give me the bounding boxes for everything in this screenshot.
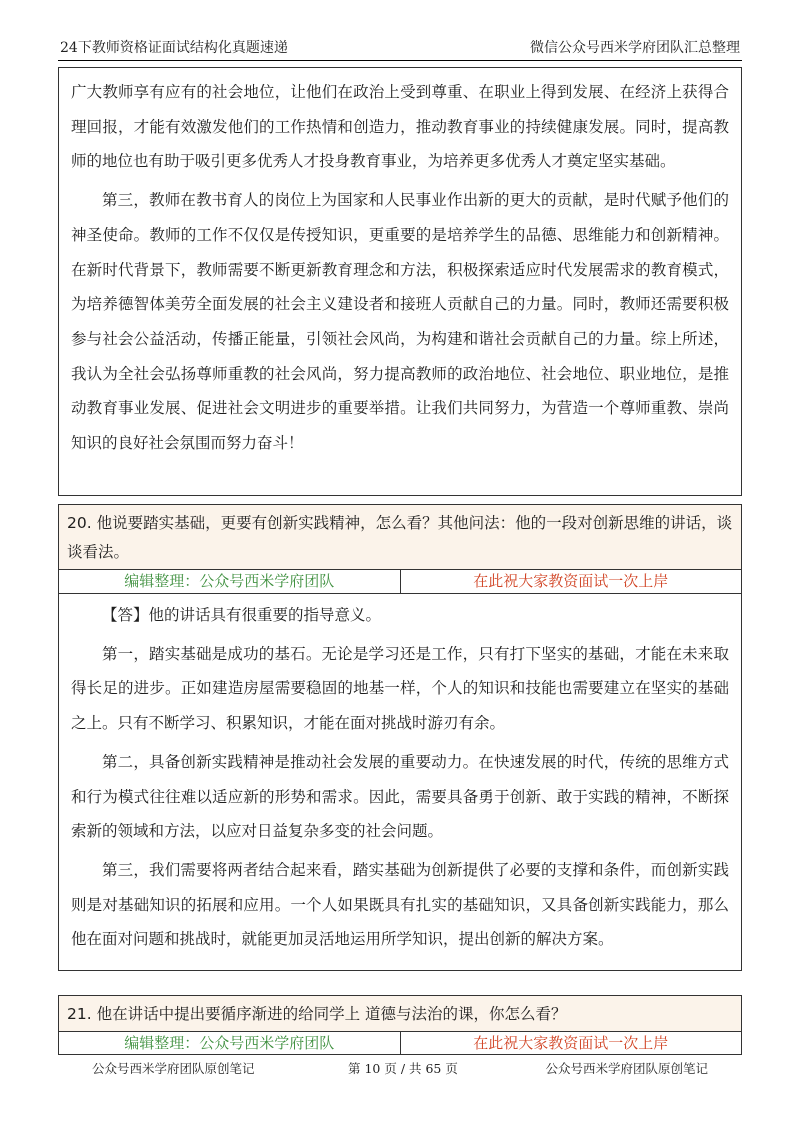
page-header	[58, 34, 742, 61]
answer-intro: 【答】他的讲话具有很重要的指导意义。	[102, 606, 382, 624]
page-footer	[58, 1059, 742, 1079]
question-20-title: 20. 他说要踏实基础，更要有创新实践精神，怎么看？其他问法：他的一段对创新思维的讲话，谈谈看法。	[59, 505, 741, 570]
paragraph: 第一，踏实基础是成功的基石。无论是学习还是工作，只有打下坚实的基础，才能在未来取得长足的进步。正如建造房屋需要稳固的地基一样，个人的知识和技能也需要建立在坚实的基础之上。只有不断学习、积累知识，才能在面对挑战时游刃有余。	[71, 644, 729, 733]
question-20-box	[58, 504, 742, 971]
answer-box-continued	[58, 67, 742, 496]
paragraph: 第二，具备创新实践精神是推动社会发展的重要动力。在快速发展的时代，传统的思维方式和行为模式往往难以适应新的形势和需求。因此，需要具备勇于创新、敢于实践的精神，不断探索新的领域和方法，以应对日益复杂多变的社会问题。	[71, 752, 729, 841]
question-21-box	[58, 995, 742, 1055]
editor-credit: 编辑整理：公众号西米学府团队	[59, 570, 401, 593]
blessing-text: 在此祝大家教资面试一次上岸	[473, 572, 669, 590]
question-21-info-row	[59, 1032, 741, 1055]
header-doc-title: 24下教师资格证面试结构化真题速递	[60, 40, 288, 56]
paragraph: 第三，我们需要将两者结合起来看，踏实基础为创新提供了必要的支撑和条件，而创新实践则是对基础知识的拓展和应用。一个人如果既具有扎实的基础知识，又具备创新实践能力，那么他在面对问题和挑战时，就能更加灵活地运用所学知识，提出创新的解决方案。	[71, 860, 729, 949]
question-21-title: 21. 他在讲话中提出要循序渐进的给同学上 道德与法治的课，你怎么看？	[59, 996, 741, 1032]
paragraph: 第三，教师在教书育人的岗位上为国家和人民事业作出新的更大的贡献，是时代赋予他们的神圣使命。教师的工作不仅仅是传授知识，更重要的是培养学生的品德、思维能力和创新精神。在新时代背景下，教师需要不断更新教育理念和方法，积极探索适应时代发展需求的教育模式，为培养德智体美劳全面发展的社会主义建设者和接班人贡献自己的力量。同时，教师还需要积极参与社会公益活动，传播正能量，引领社会风尚，为构建和谐社会贡献自己的力量。综上所述，我认为全社会弘扬尊师重教的社会风尚，努力提高教师的政治地位、社会地位、职业地位，是推动教育事业发展、促进社会文明进步的重要举措。让我们共同努力，为营造一个尊师重教、崇尚知识的良好社会氛围而努力奋斗！	[71, 191, 729, 453]
blessing-text: 在此祝大家教资面试一次上岸	[473, 1034, 669, 1052]
question-20-info-row	[59, 570, 741, 594]
paragraph: 广大教师享有应有的社会地位，让他们在政治上受到尊重、在职业上得到发展、在经济上获得合理回报，才能有效激发他们的工作热情和创造力，推动教育事业的持续健康发展。同时，提高教师的地位也有助于吸引更多优秀人才投身教育事业，为培养更多优秀人才奠定坚实基础。	[71, 83, 729, 171]
footer-right: 公众号西米学府团队原创笔记	[545, 1061, 708, 1076]
header-source: 微信公众号西米学府团队汇总整理	[530, 40, 740, 56]
editor-credit: 编辑整理：公众号西米学府团队	[59, 1032, 401, 1055]
page-number: 第 10 页 / 共 65 页	[348, 1061, 458, 1076]
question-20-answer	[59, 594, 741, 957]
footer-left: 公众号西米学府团队原创笔记	[92, 1061, 255, 1076]
